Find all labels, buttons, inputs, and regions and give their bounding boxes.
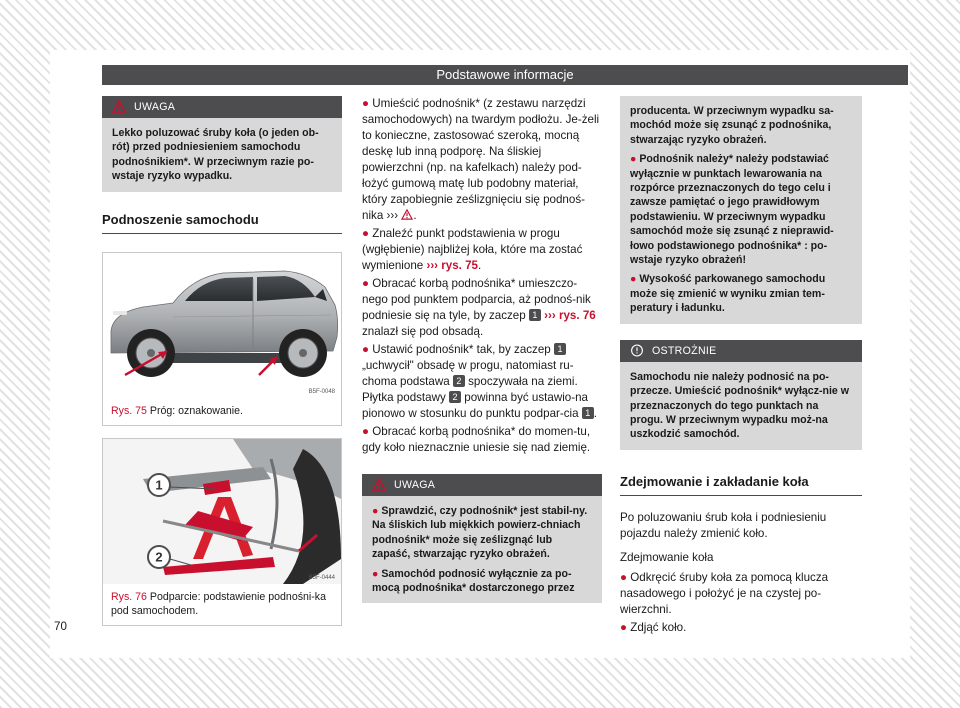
figure-number: Rys. 75 — [111, 404, 147, 417]
warning-box-title: UWAGA — [394, 479, 436, 491]
warning-box-text: Lekko poluzować śruby koła (o jeden ob-rót) przed podniesieniem samochodu podnośnikiem*. W przeciwnym razie po-wstaje ryzyko wypadku. — [112, 127, 319, 183]
warning-item: ● Samochód podnosić wyłącznie za po-mocą podnośnika* dostarczonego przez — [372, 567, 575, 595]
warning-item: ● Wysokość parkowanego samochodu może się zmienić w wyniku zmian tem-peratury i ładunku. — [630, 273, 826, 315]
column-left — [102, 96, 342, 626]
warning-box-title: UWAGA — [134, 101, 176, 113]
warning-item: ● Sprawdzić, czy podnośnik* jest stabil-ny. Na śliskich lub miękkich powierz-chniach podnośnik* może się ześlizgnąć lub zapaść, stwarzając ryzyko obrażeń. — [372, 505, 588, 561]
warning-triangle-icon — [401, 209, 413, 220]
section-title-lifting: Podnoszenie samochodu — [102, 212, 342, 234]
warning-box-body — [362, 496, 602, 603]
figure-75-caption — [103, 398, 341, 425]
number-badge: 1 — [582, 407, 594, 419]
jack-illustration — [103, 439, 341, 584]
figure-caption-text: Podparcie: podstawienie podnośni-ka pod samochodem. — [111, 590, 326, 617]
figure-caption-text: Próg: oznakowanie. — [149, 404, 243, 417]
step-text: Umieścić podnośnik* (z zestawu narzędzi samochodowych) na twardym podłożu. Je-żeli to konieczne, zastosować szeroką, mocną deskę lub inną podporę. Na śliskiej powierzchni (np. na kafelkach) należy pod-łożyć gumową matę lub podobny materiał, który zapobiegnie ześlizgnięciu się podnoś-nika — [362, 97, 600, 222]
column-right — [620, 96, 862, 638]
step-place-jack: ● Umieścić podnośnik* (z zestawu narzędzi samochodowych) na twardym podłożu. Je-żeli to konieczne, zastosować szeroką, mocną deskę lub inną podporę. Na śliskiej powierzchni (np. na kafelkach) należy pod-łożyć gumową matę lub podobny materiał, który zapobiegnie ześlizgnięciu się podnoś-nika ››› . — [362, 97, 600, 222]
column-middle — [362, 96, 602, 603]
warning-triangle-icon — [372, 478, 386, 491]
figure-76-caption — [103, 584, 341, 625]
callout-2: 2 — [155, 549, 163, 565]
step-loosen-bolts: ● Odkręcić śruby koła za pomocą klucza nasadowego i położyć je na czystej po-wierzchni. — [620, 570, 829, 616]
figure-76 — [102, 438, 342, 626]
number-badge: 1 — [529, 309, 541, 321]
caution-text: Samochodu nie należy podnosić na po-przecze. Umieścić podnośnik* wyłącz-nie w przeznaczonych do tego punktach na progu. W przeciwnym wypadku moż-na uszkodzić samochód. — [630, 370, 850, 441]
figure-code: B5F-0444 — [308, 574, 335, 581]
page-header-title: Podstawowe informacje — [436, 67, 574, 82]
caution-box-title: OSTROŻNIE — [652, 344, 717, 357]
warning-box-continued — [620, 96, 862, 324]
step-find-point: ● Znaleźć punkt podstawienia w progu (wgłębienie) najbliżej koła, które ma zostać wymienione ››› rys. 75. — [362, 227, 583, 272]
figure-75 — [102, 252, 342, 426]
warning-item: ● Podnośnik należy* należy podstawiać wyłącznie w punktach lewarowania na rozpórce przeznaczonych do tego celu i zawsze pamiętać o jego prawidłowym podstawieniu. W przeciwnym wypadku samochód może się zsunąć z nieprawid-łowo podstawionego podnośnika* : po-wstaje ryzyko obrażeń! — [630, 153, 834, 267]
subhead-remove-wheel: Zdejmowanie koła — [620, 550, 714, 564]
warning-box-wheel-bolts — [102, 96, 342, 192]
manual-page — [50, 50, 910, 658]
figure-number: Rys. 76 — [111, 590, 147, 603]
step-remove-wheel: ● Zdjąć koło. — [620, 620, 687, 634]
warning-box-header — [362, 474, 602, 496]
page-number: 70 — [54, 620, 67, 633]
warning-box-header — [102, 96, 342, 118]
caution-circle-icon — [630, 344, 644, 357]
section-title-wheel-change: Zdejmowanie i zakładanie koła — [620, 474, 862, 496]
figure-code: B5F-0048 — [308, 388, 335, 395]
number-badge: 2 — [453, 375, 465, 387]
step-turn-crank: ● Obracać korbą podnośnika* umieszczo-nego pod punktem podparcia, aż podnoś-nik podniesie się na tyle, by zaczep 1 ››› rys. 76 znalazł się pod obsadą. — [362, 277, 596, 338]
figure-reference-link[interactable]: ››› rys. 75 — [426, 259, 479, 272]
ref-arrows: ››› — [386, 209, 399, 222]
caution-box-header — [620, 340, 862, 362]
warning-box-jack-stability — [362, 474, 602, 603]
warning-box-body — [102, 118, 342, 192]
intro-paragraph: Po poluzowaniu śrub koła i podniesieniu pojazdu należy zmienić koło. — [620, 510, 827, 540]
caution-box-body — [620, 362, 862, 450]
caution-box — [620, 340, 862, 450]
warning-triangle-icon — [112, 100, 126, 113]
number-badge: 2 — [449, 391, 461, 403]
bullet: ● — [362, 97, 370, 110]
warning-box-body — [620, 96, 862, 324]
figure-reference-link[interactable]: ››› rys. 76 — [544, 309, 596, 322]
number-badge: 1 — [554, 343, 566, 355]
warning-cont-text: producenta. W przeciwnym wypadku sa-mochód może się zsunąć z podnośnika, stwarzając ryzyko obrażeń. — [630, 105, 834, 146]
callout-1: 1 — [155, 477, 163, 493]
step-position-jack: ● Ustawić podnośnik* tak, by zaczep 1 „uchwycił" obsadę w progu, natomiast ru-choma podstawa 2 spoczywała na ziemi. Płytka podstawy 2 powinna być ustawio-na pionowo w stosunku do punktu podpar-cia 1 . — [362, 343, 598, 420]
car-side-illustration — [103, 253, 341, 398]
page-header — [102, 65, 908, 85]
step-lift-wheel: ● Obracać korbą podnośnika* do momen-tu, gdy koło nieznacznie uniesie się nad ziemię. — [362, 425, 591, 454]
